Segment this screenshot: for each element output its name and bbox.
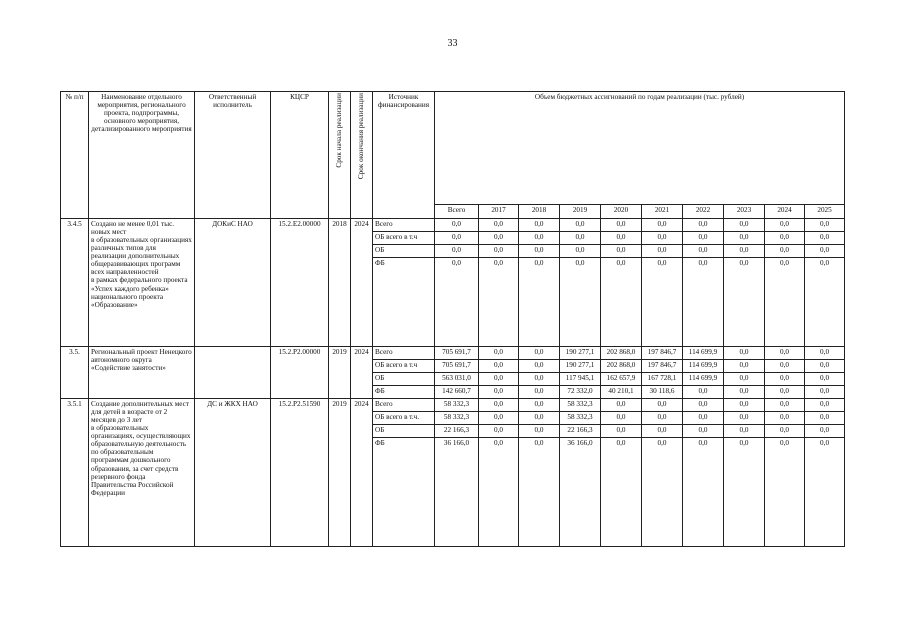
- value-cell: 167 728,1: [642, 373, 683, 386]
- row-kcsr: 15.2.Е2.00000: [271, 219, 329, 347]
- value-cell: 0,0: [724, 373, 765, 386]
- value-cell: 0,0: [519, 386, 560, 399]
- value-cell: 0,0: [805, 245, 845, 258]
- value-cell: 0,0: [642, 399, 683, 412]
- value-cell: 0,0: [519, 232, 560, 245]
- value-cell: 0,0: [805, 232, 845, 245]
- header-start: [329, 92, 351, 219]
- header-start-text: Срок начала реализации: [335, 93, 344, 168]
- year-header: 2018: [519, 204, 560, 218]
- value-cell: 0,0: [765, 386, 805, 399]
- value-cell: 0,0: [642, 258, 683, 347]
- row-source: ОБ: [373, 373, 435, 386]
- row-kcsr: 15.2.Р2.00000: [271, 347, 329, 399]
- value-cell: 0,0: [642, 412, 683, 425]
- value-cell: 0,0: [765, 219, 805, 232]
- row-source: Всего: [373, 399, 435, 412]
- value-cell: 0,0: [724, 425, 765, 438]
- value-cell: 0,0: [642, 219, 683, 232]
- value-cell: 0,0: [435, 219, 479, 232]
- value-cell: 0,0: [479, 360, 519, 373]
- value-cell: 0,0: [724, 347, 765, 360]
- value-cell: 190 277,1: [560, 347, 601, 360]
- value-cell: 0,0: [519, 347, 560, 360]
- value-cell: 0,0: [724, 386, 765, 399]
- value-cell: 0,0: [683, 219, 724, 232]
- row-kcsr: 15.2.Р2.51590: [271, 399, 329, 547]
- value-cell: 0,0: [479, 219, 519, 232]
- value-cell: 0,0: [642, 245, 683, 258]
- value-cell: 0,0: [805, 425, 845, 438]
- value-cell: 202 868,0: [601, 347, 642, 360]
- table-header-row: [61, 92, 845, 205]
- value-cell: 0,0: [601, 425, 642, 438]
- value-cell: 0,0: [683, 245, 724, 258]
- value-cell: 114 699,9: [683, 360, 724, 373]
- value-cell: 0,0: [479, 232, 519, 245]
- header-end-text: Срок окончания реализации: [357, 93, 366, 180]
- value-cell: 162 657,9: [601, 373, 642, 386]
- value-cell: 22 166,3: [435, 425, 479, 438]
- row-source: ОБ всего в т.ч: [373, 360, 435, 373]
- header-source: Источник финансирования: [373, 92, 435, 219]
- value-cell: 0,0: [683, 232, 724, 245]
- year-header: 2020: [601, 204, 642, 218]
- row-source: ФБ: [373, 258, 435, 347]
- value-cell: 0,0: [560, 245, 601, 258]
- value-cell: 0,0: [435, 232, 479, 245]
- value-cell: 0,0: [479, 386, 519, 399]
- value-cell: 0,0: [560, 232, 601, 245]
- value-cell: 142 660,7: [435, 386, 479, 399]
- value-cell: 0,0: [601, 258, 642, 347]
- value-cell: 58 332,3: [560, 412, 601, 425]
- value-cell: 0,0: [601, 245, 642, 258]
- value-cell: 0,0: [642, 425, 683, 438]
- value-cell: 0,0: [683, 399, 724, 412]
- header-name: Наименование отдельного мероприятия, регионального проекта, подпрограммы, основного мероприятия, детализированного мероприятия: [89, 92, 195, 219]
- year-header: Всего: [435, 204, 479, 218]
- header-executor: Ответственный исполнитель: [195, 92, 271, 219]
- value-cell: 58 332,3: [435, 412, 479, 425]
- row-source: ФБ: [373, 386, 435, 399]
- value-cell: 0,0: [519, 360, 560, 373]
- year-header: 2024: [765, 204, 805, 218]
- value-cell: 0,0: [765, 245, 805, 258]
- value-cell: 0,0: [765, 399, 805, 412]
- value-cell: 0,0: [642, 438, 683, 547]
- value-cell: 0,0: [805, 347, 845, 360]
- value-cell: 36 166,0: [435, 438, 479, 547]
- row-source: Всего: [373, 347, 435, 360]
- budget-table: [60, 91, 845, 547]
- value-cell: 0,0: [519, 412, 560, 425]
- value-cell: 0,0: [519, 245, 560, 258]
- value-cell: 40 210,1: [601, 386, 642, 399]
- value-cell: 0,0: [724, 438, 765, 547]
- year-header: 2025: [805, 204, 845, 218]
- value-cell: 0,0: [765, 258, 805, 347]
- value-cell: 705 691,7: [435, 360, 479, 373]
- table-body: [61, 219, 845, 547]
- value-cell: 0,0: [805, 219, 845, 232]
- value-cell: 705 691,7: [435, 347, 479, 360]
- year-header: 2021: [642, 204, 683, 218]
- value-cell: 0,0: [601, 219, 642, 232]
- value-cell: 0,0: [601, 412, 642, 425]
- value-cell: 0,0: [479, 373, 519, 386]
- value-cell: 0,0: [683, 425, 724, 438]
- value-cell: 58 332,3: [435, 399, 479, 412]
- value-cell: 22 166,3: [560, 425, 601, 438]
- table-row: [61, 219, 845, 232]
- value-cell: 0,0: [560, 258, 601, 347]
- value-cell: 0,0: [479, 258, 519, 347]
- row-number: 3.4.5: [61, 219, 89, 347]
- row-end-year: 2024: [351, 347, 373, 399]
- row-name: Региональный проект Ненецкого автономного округа «Содействие занятости»: [89, 347, 195, 399]
- row-start-year: 2019: [329, 347, 351, 399]
- value-cell: 0,0: [519, 425, 560, 438]
- value-cell: 36 166,0: [560, 438, 601, 547]
- value-cell: 0,0: [683, 438, 724, 547]
- value-cell: 0,0: [765, 232, 805, 245]
- value-cell: 0,0: [765, 438, 805, 547]
- value-cell: 0,0: [765, 412, 805, 425]
- value-cell: 0,0: [601, 232, 642, 245]
- value-cell: 0,0: [479, 412, 519, 425]
- value-cell: 0,0: [479, 245, 519, 258]
- row-source: Всего: [373, 219, 435, 232]
- row-name: Создано не менее 0,01 тыс. новых мест в образовательных организациях различных типов для реализации дополнительных общеразвивающих программ всех направленностей в рамках федерального проекта «Успех каждого ребенка» национального проекта «Образование»: [89, 219, 195, 347]
- row-executor: [195, 347, 271, 399]
- value-cell: 0,0: [805, 399, 845, 412]
- row-number: 3.5.1: [61, 399, 89, 547]
- value-cell: 0,0: [435, 258, 479, 347]
- value-cell: 0,0: [519, 373, 560, 386]
- value-cell: 72 332,0: [560, 386, 601, 399]
- header-kcsr: КЦСР: [271, 92, 329, 219]
- row-executor: ДС и ЖКХ НАО: [195, 399, 271, 547]
- value-cell: 197 846,7: [642, 360, 683, 373]
- value-cell: 58 332,3: [560, 399, 601, 412]
- value-cell: 0,0: [805, 258, 845, 347]
- value-cell: 0,0: [435, 245, 479, 258]
- table-row: [61, 399, 845, 412]
- row-source: ОБ всего в т.ч.: [373, 412, 435, 425]
- value-cell: 0,0: [805, 438, 845, 547]
- value-cell: 0,0: [560, 219, 601, 232]
- value-cell: 0,0: [724, 232, 765, 245]
- year-header: 2019: [560, 204, 601, 218]
- row-end-year: 2024: [351, 399, 373, 547]
- value-cell: 0,0: [765, 425, 805, 438]
- row-executor: ДОКиС НАО: [195, 219, 271, 347]
- value-cell: 117 945,1: [560, 373, 601, 386]
- value-cell: 0,0: [805, 373, 845, 386]
- value-cell: 0,0: [765, 347, 805, 360]
- value-cell: 114 699,9: [683, 373, 724, 386]
- value-cell: 114 699,9: [683, 347, 724, 360]
- value-cell: 0,0: [724, 412, 765, 425]
- value-cell: 0,0: [479, 399, 519, 412]
- year-header: 2022: [683, 204, 724, 218]
- year-header: 2017: [479, 204, 519, 218]
- value-cell: 0,0: [519, 399, 560, 412]
- year-header: 2023: [724, 204, 765, 218]
- value-cell: 0,0: [683, 412, 724, 425]
- value-cell: 0,0: [805, 386, 845, 399]
- row-source: ОБ: [373, 245, 435, 258]
- page-number: 33: [447, 38, 458, 49]
- table-row: [61, 347, 845, 360]
- row-source: ОБ: [373, 425, 435, 438]
- value-cell: 0,0: [805, 412, 845, 425]
- value-cell: 190 277,1: [560, 360, 601, 373]
- value-cell: 202 868,0: [601, 360, 642, 373]
- value-cell: 0,0: [519, 438, 560, 547]
- value-cell: 0,0: [479, 438, 519, 547]
- value-cell: 0,0: [765, 360, 805, 373]
- row-end-year: 2024: [351, 219, 373, 347]
- value-cell: 0,0: [805, 360, 845, 373]
- header-end: [351, 92, 373, 219]
- value-cell: 0,0: [683, 386, 724, 399]
- value-cell: 563 031,0: [435, 373, 479, 386]
- value-cell: 197 846,7: [642, 347, 683, 360]
- value-cell: 0,0: [683, 258, 724, 347]
- value-cell: 0,0: [601, 438, 642, 547]
- header-budget: Объем бюджетных ассигнований по годам реализации (тыс. рублей): [435, 92, 845, 205]
- row-source: ФБ: [373, 438, 435, 547]
- row-source: ОБ всего в т.ч: [373, 232, 435, 245]
- value-cell: 0,0: [519, 258, 560, 347]
- header-num: № п/п: [61, 92, 89, 219]
- value-cell: 0,0: [479, 347, 519, 360]
- value-cell: 0,0: [724, 245, 765, 258]
- value-cell: 0,0: [724, 219, 765, 232]
- row-number: 3.5.: [61, 347, 89, 399]
- value-cell: 0,0: [724, 360, 765, 373]
- value-cell: 0,0: [479, 425, 519, 438]
- value-cell: 0,0: [765, 373, 805, 386]
- row-start-year: 2019: [329, 399, 351, 547]
- value-cell: 0,0: [724, 258, 765, 347]
- value-cell: 0,0: [724, 399, 765, 412]
- value-cell: 0,0: [642, 232, 683, 245]
- value-cell: 30 118,6: [642, 386, 683, 399]
- value-cell: 0,0: [601, 399, 642, 412]
- row-start-year: 2018: [329, 219, 351, 347]
- value-cell: 0,0: [519, 219, 560, 232]
- row-name: Создание дополнительных мест для детей в возрасте от 2 месяцев до 3 лет в образовательных организациях, осуществляющих образовательную деятельность по образовательным программам дошкольного образования, за счет средств резервного фонда Правительства Российской Федерации: [89, 399, 195, 547]
